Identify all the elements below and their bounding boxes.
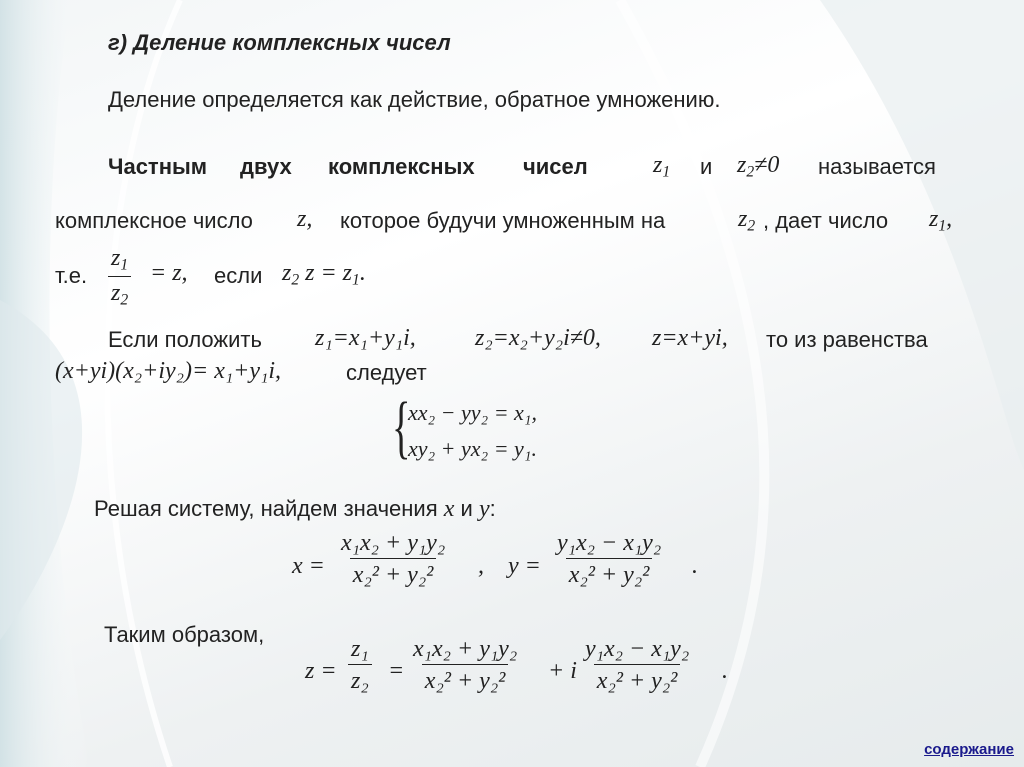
if-label: если [214,263,263,288]
fraction-z1-z2: $\frac{z_1}{z_2}$ [108,245,131,309]
system-eq1: xx₂ − yy₂ = x₁, [408,400,537,425]
system-eq2: xy₂ + yx₂ = y₁. [408,436,537,461]
final-fraction-1: $\frac{\text{z₁}}{\text{z₂}}$ [348,636,372,695]
expr-z1: z₁=x₁+y₁i, [315,325,416,351]
condition: $z_2$ $z = z_1$. [282,260,366,289]
def-z2: $z_2\ne 0$ [737,152,780,181]
equals-z: = z, [150,260,188,286]
def-word-3: комплексных [328,154,475,179]
expr-z2: z₂=x₂+y₂i≠0, [475,325,601,351]
y-dot: . [692,553,698,579]
def-line2-z1: $z_1$, [929,206,953,235]
def-conj: и [700,154,713,179]
def-word-4: чисел [523,154,588,179]
follows-text: следует [346,360,427,385]
y-fraction: $\frac{\text{y₁x₂ − x₁y₂}}{\text{x₂² + y₂²}}$ [557,530,662,588]
if-put-text: Если положить [108,327,262,352]
x-label: x = [292,553,325,579]
thus-text: Таким образом, [104,622,265,647]
x-comma: , [478,553,484,579]
contents-link[interactable]: содержание [924,741,1014,758]
def-z1: $z_1$ [653,152,671,181]
then-text: то из равенства [766,327,928,352]
expr-product: (x+yi)(x₂+iy₂)= x₁+y₁i, [55,358,282,384]
solve-text: Решая систему, найдем значения x и y: [94,496,496,522]
final-dot: . [722,658,728,684]
section-heading: г) Деление комплексных чисел [108,30,451,55]
def-line2-z: z, [297,206,313,232]
def-line2-b: которое будучи умноженным на [340,208,666,233]
def-line2-c: , дает число [763,208,889,233]
z-label: z = [305,658,337,684]
expr-z: z=x+yi, [652,325,728,351]
def-line2-z2: $z_2$ [738,206,756,235]
system-brace: { [392,389,411,466]
final-equals: = [388,658,405,684]
x-fraction: $\frac{\text{x₁x₂ + y₁y₂}}{\text{x₂² + y₂²}}$ [341,530,446,588]
y-label: y = [508,553,541,579]
final-fraction-2: $\frac{\text{x₁x₂ + y₁y₂}}{\text{x₂² + y₂²}}$ [413,636,518,694]
def-word-2: двух [240,154,292,179]
def-called: называется [818,154,936,179]
final-fraction-3: $\frac{\text{y₁x₂ − x₁y₂}}{\text{x₂² + y₂²}}$ [585,636,690,694]
te-label: т.е. [55,263,88,288]
definition-intro: Деление определяется как действие, обратное умножению. [108,87,721,112]
def-line2-a: комплексное число [55,208,253,233]
def-word-1: Частным [108,154,208,179]
plus-i: + i [548,658,577,684]
